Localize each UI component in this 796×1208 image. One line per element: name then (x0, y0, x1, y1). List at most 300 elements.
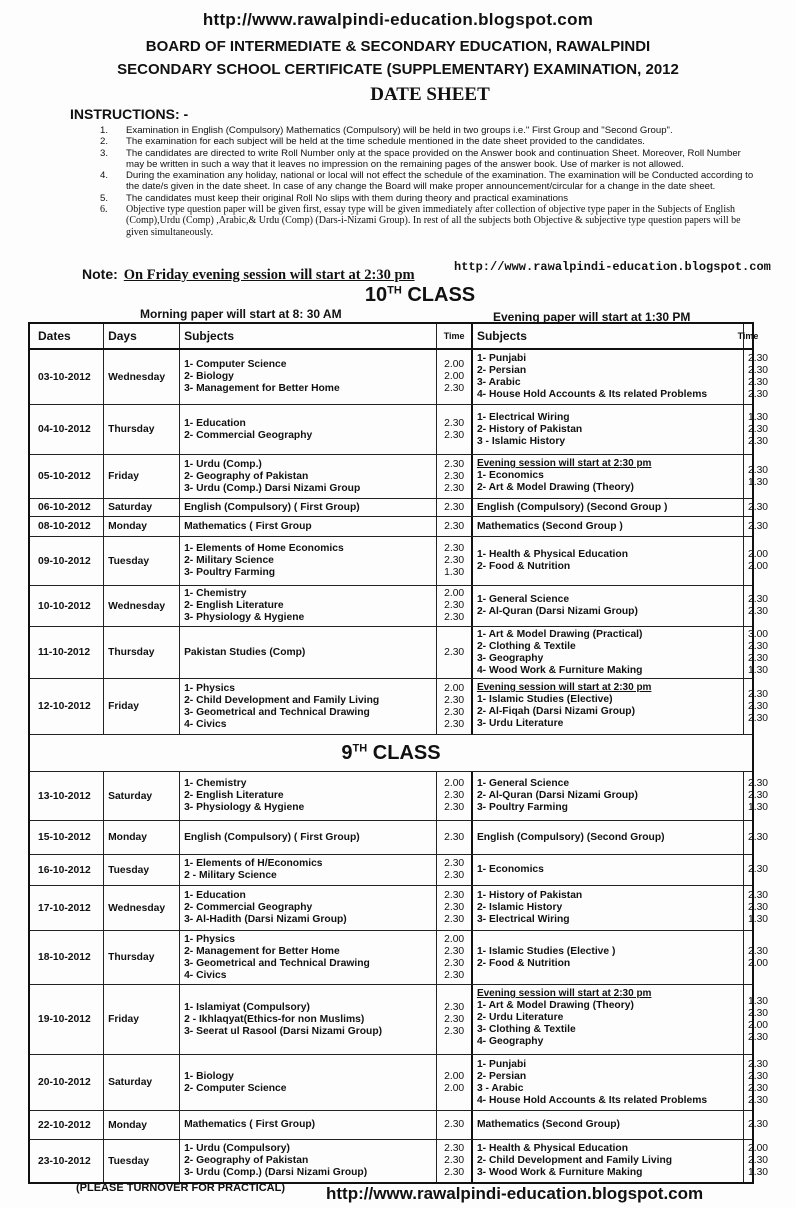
evening-subject: 1- General Science (476, 778, 570, 789)
morning-time: 2.00 (444, 778, 465, 789)
date-cell: 17-10-2012 (30, 886, 104, 930)
instruction-text: The candidates are directed to write Roll Number only at the space provided on the Answer book and continuation Sheet. Moreover, Roll Number may be written in such a way that it leaves no impression on the remaining pages of the answer book. Use of marker is not allowed. (126, 147, 741, 170)
evening-session-note: Evening session will start at 2:30 pm (476, 458, 652, 469)
morning-time: 2.30 (444, 957, 465, 969)
morning-subject: 2- Management for Better Home (184, 945, 340, 957)
morning-subjects-cell (180, 1055, 437, 1110)
instruction-item (100, 170, 755, 193)
instructions-title: INSTRUCTIONS: - (70, 106, 189, 122)
evening-time-cell: 2.30 (747, 501, 769, 513)
evening-subject: 2- Persian (476, 1070, 527, 1082)
instruction-number: 6. (100, 204, 108, 216)
evening-subject: 2- History of Pakistan (476, 423, 583, 435)
date-cell: 03-10-2012 (30, 350, 104, 404)
table-row (30, 455, 769, 499)
day-cell: Wednesday (104, 350, 180, 404)
evening-time-cell: 2.30 (747, 520, 769, 532)
evening-subject: 1- General Science (476, 594, 570, 605)
evening-subject: 2- Al-Quran (Darsi Nizami Group) (476, 606, 638, 617)
evening-subject: 1- Economics (476, 470, 544, 481)
evening-time-cell: 2.30 2.00 (747, 945, 769, 969)
morning-time: 2.00 (444, 933, 465, 945)
morning-subjects-cell (180, 517, 437, 536)
morning-time-cell (437, 405, 473, 454)
site-url-header: http://www.rawalpindi-education.blogspot.com (202, 10, 594, 29)
exam-title: SECONDARY SCHOOL CERTIFICATE (SUPPLEMENTARY) EXAMINATION, 2012 (117, 61, 679, 78)
morning-time: 2.30 (444, 612, 465, 623)
morning-time: 2.30 (444, 429, 465, 441)
date-cell: 06-10-2012 (30, 499, 104, 516)
morning-subject: 2- English Literature (184, 790, 284, 801)
morning-time: 2.30 (444, 945, 465, 957)
instruction-item (100, 125, 755, 136)
day-cell: Thursday (104, 405, 180, 454)
morning-subject: 3- Al-Hadith (Darsi Nizami Group) (184, 914, 347, 925)
evening-subject: 1- Art & Model Drawing (Theory) (476, 1000, 634, 1011)
date-cell: 22-10-2012 (30, 1111, 104, 1139)
date-sheet-table (28, 322, 769, 1184)
morning-time: 2.30 (444, 902, 465, 913)
morning-subjects-cell (180, 985, 437, 1054)
day-cell: Monday (104, 1111, 180, 1139)
class-10-heading: 10TH CLASS (364, 284, 476, 306)
evening-subjects-cell (473, 499, 744, 516)
evening-subject: 3 - Arabic (476, 1082, 524, 1094)
morning-time: 2.30 (444, 520, 465, 532)
table-row (30, 499, 769, 517)
evening-subject: 4- House Hold Accounts & Its related Problems (476, 1094, 708, 1106)
instruction-item (100, 148, 755, 171)
morning-subject: 1- Chemistry (184, 778, 247, 789)
morning-subject: 2- Military Science (184, 555, 274, 566)
morning-time-cell (437, 1055, 473, 1110)
morning-subjects-cell (180, 627, 437, 678)
evening-subjects-cell (473, 1055, 744, 1110)
morning-time: 2.30 (444, 1001, 465, 1013)
morning-time: 2.30 (444, 1119, 465, 1130)
evening-subject: 1- Health & Physical Education (476, 1143, 628, 1154)
morning-subject: 2- Biology (184, 371, 234, 382)
morning-time-cell (437, 886, 473, 930)
evening-subjects-cell (473, 855, 744, 885)
morning-subject: 2- Geography of Pakistan (184, 1155, 309, 1166)
morning-time: 2.00 (444, 1070, 465, 1082)
evening-subject: 1- Art & Model Drawing (Practical) (476, 628, 643, 640)
morning-subject: 1- Elements of Home Economics (184, 543, 344, 554)
morning-subjects-cell (180, 537, 437, 585)
morning-time: 2.00 (444, 588, 465, 599)
evening-time-cell: 1.30 2.30 2.30 (747, 411, 769, 447)
morning-subject: English (Compulsory) ( First Group) (184, 501, 360, 513)
evening-subject: 2- Food & Nutrition (476, 957, 571, 969)
evening-subject: 3- Poultry Farming (476, 802, 568, 813)
morning-time: 2.30 (444, 646, 465, 658)
evening-time-cell: 2.00 2.30 1.30 (747, 1143, 769, 1178)
instruction-number: 1. (100, 125, 109, 136)
morning-time: 2.30 (444, 458, 465, 470)
instructions-list (100, 125, 755, 238)
day-cell: Thursday (104, 627, 180, 678)
morning-time-cell (437, 1111, 473, 1139)
table-row (30, 350, 769, 405)
table-row (30, 886, 769, 931)
evening-time-cell: 2.00 2.00 (747, 549, 769, 572)
instruction-number: 3. (100, 147, 109, 159)
evening-subject: 1- Islamic Studies (Elective ) (476, 945, 616, 957)
date-cell: 19-10-2012 (30, 985, 104, 1054)
evening-subject: 2- Persian (476, 365, 527, 376)
morning-time: 2.30 (444, 1155, 465, 1166)
morning-subject: 3- Physiology & Hygiene (184, 802, 305, 813)
class-10-rows (30, 350, 769, 734)
morning-note: Morning paper will start at 8: 30 AM (140, 307, 342, 321)
evening-subject: 2- Child Development and Family Living (476, 1155, 673, 1166)
morning-time: 2.30 (444, 383, 465, 394)
table-row (30, 1055, 769, 1111)
morning-time-cell (437, 455, 473, 498)
morning-subjects-cell (180, 821, 437, 854)
morning-time: 2.30 (444, 718, 465, 730)
note-text: On Friday evening session will start at 2:30 pm (123, 267, 415, 283)
morning-subjects-cell (180, 772, 437, 820)
morning-time-cell (437, 821, 473, 854)
evening-subject: 1- Health & Physical Education (476, 549, 628, 560)
table-row (30, 517, 769, 537)
morning-subject: 3- Poultry Farming (184, 567, 276, 578)
date-cell: 18-10-2012 (30, 931, 104, 984)
morning-subjects-cell (180, 1111, 437, 1139)
morning-subjects-cell (180, 931, 437, 984)
site-url-mid: http://www.rawalpindi-education.blogspot.com (454, 260, 771, 274)
morning-subject: 1- Urdu (Compulsory) (184, 1143, 290, 1154)
morning-time-cell (437, 586, 473, 626)
morning-time: 2.00 (444, 359, 465, 370)
evening-time-cell: 1.30 2.30 2.00 2.30 (747, 995, 769, 1043)
morning-time-cell (437, 931, 473, 984)
day-cell: Friday (104, 985, 180, 1054)
evening-subject: 4- House Hold Accounts & Its related Problems (476, 389, 708, 400)
morning-subjects-cell (180, 1140, 437, 1182)
table-row (30, 537, 769, 586)
evening-subjects-cell (473, 931, 744, 984)
morning-subject: 1- Urdu (Comp.) (184, 458, 262, 470)
day-cell: Tuesday (104, 855, 180, 885)
evening-subjects-cell (473, 679, 744, 734)
morning-subjects-cell (180, 586, 437, 626)
date-cell: 12-10-2012 (30, 679, 104, 734)
morning-time: 2.30 (444, 1025, 465, 1037)
date-cell: 10-10-2012 (30, 586, 104, 626)
note (82, 266, 415, 284)
day-cell: Tuesday (104, 537, 180, 585)
table-row (30, 586, 769, 627)
table-row (30, 772, 769, 821)
morning-time-cell (437, 985, 473, 1054)
header-dates: Dates (30, 324, 104, 348)
table-row (30, 931, 769, 985)
morning-subject: 2 - Ikhlaqyat(Ethics-for non Muslims) (184, 1013, 365, 1025)
instruction-text: Objective type question paper will be given first, essay type will be given immediately after collection of objective type paper in the Subjects of English (Comp),Urdu (Comp) ,Arabic,& Urdu (Comp) (Dars-i-Nizami Group). In rest of all the subjects both Objective & subjective type question papers will be given simultaneously. (126, 204, 741, 238)
day-cell: Friday (104, 455, 180, 498)
header-morning-subjects: Subjects (180, 324, 437, 348)
evening-time-cell: 2.30 2.30 (747, 594, 769, 617)
morning-time: 2.30 (444, 831, 465, 843)
evening-session-note: Evening session will start at 2:30 pm (476, 988, 652, 999)
morning-time-cell (437, 1140, 473, 1182)
evening-subject: 3- Arabic (476, 377, 521, 388)
evening-subjects-cell (473, 1111, 744, 1139)
day-cell: Wednesday (104, 886, 180, 930)
instruction-number: 2. (100, 136, 109, 148)
date-cell: 11-10-2012 (30, 627, 104, 678)
morning-time-cell (437, 499, 473, 516)
evening-subjects-cell (473, 821, 744, 854)
morning-time: 2.30 (444, 802, 465, 813)
morning-subject: 3- Urdu (Comp.) Darsi Nizami Group (184, 482, 361, 494)
table-row (30, 821, 769, 855)
day-cell: Friday (104, 679, 180, 734)
evening-time-cell: 2.30 2.30 2.30 2.30 (747, 353, 769, 400)
morning-time: 2.30 (444, 790, 465, 801)
evening-subjects-cell (473, 537, 744, 585)
morning-subject: 1- Physics (184, 933, 236, 945)
date-cell: 09-10-2012 (30, 537, 104, 585)
instruction-number: 5. (100, 192, 109, 204)
date-cell: 04-10-2012 (30, 405, 104, 454)
instruction-number: 4. (100, 170, 109, 182)
morning-subject: 2- English Literature (184, 600, 284, 611)
evening-time-cell: 2.30 (747, 1119, 769, 1130)
morning-subjects-cell (180, 455, 437, 498)
morning-subjects-cell (180, 855, 437, 885)
morning-subject: 2- Commercial Geography (184, 902, 313, 913)
evening-subjects-cell (473, 1140, 744, 1182)
table-row (30, 1111, 769, 1140)
morning-subject: English (Compulsory) ( First Group) (184, 831, 360, 843)
evening-time-cell: 2.30 1.30 (747, 464, 769, 488)
evening-subjects-cell (473, 985, 744, 1054)
table-header (30, 324, 759, 350)
day-cell: Wednesday (104, 586, 180, 626)
evening-time-cell: 2.30 (747, 864, 769, 875)
evening-subject: 4- Wood Work & Furniture Making (476, 664, 643, 676)
header-evening-time: Time (737, 331, 759, 341)
evening-subjects-cell (473, 517, 744, 536)
date-cell: 13-10-2012 (30, 772, 104, 820)
evening-subjects-cell (473, 886, 744, 930)
instruction-item (100, 204, 755, 238)
table-row (30, 679, 769, 734)
day-cell: Saturday (104, 499, 180, 516)
morning-time: 2.30 (444, 1013, 465, 1025)
morning-subject: 1- Computer Science (184, 359, 287, 370)
morning-subjects-cell (180, 679, 437, 734)
evening-subjects-cell (473, 405, 744, 454)
morning-subject: 3- Urdu (Comp.) (Darsi Nizami Group) (184, 1167, 368, 1178)
morning-time: 2.30 (444, 706, 465, 718)
evening-subject: 1- Economics (476, 864, 544, 875)
class-9-separator (30, 734, 752, 772)
morning-subject: 1- Biology (184, 1070, 234, 1082)
table-row (30, 985, 769, 1055)
morning-time: 2.30 (444, 600, 465, 611)
morning-subject: 1- Education (184, 417, 246, 429)
evening-time-cell: 2.30 (747, 831, 769, 843)
table-row (30, 405, 769, 455)
morning-time-cell (437, 350, 473, 404)
morning-subject: Mathematics ( First Group) (184, 1119, 316, 1130)
evening-subject: 2- Al-Quran (Darsi Nizami Group) (476, 790, 638, 801)
morning-time: 2.30 (444, 543, 465, 554)
evening-subject: 2- Art & Model Drawing (Theory) (476, 482, 634, 493)
morning-time: 2.30 (444, 1143, 465, 1154)
evening-subject: 3- Electrical Wiring (476, 914, 570, 925)
instruction-text: Examination in English (Compulsory) Mathematics (Compulsory) will be held in two groups i.e." First Group and "Second Group". (126, 125, 673, 136)
instruction-text: The candidates must keep their original Roll No slips with them during theory and practical examinations (126, 192, 569, 204)
site-url-footer: http://www.rawalpindi-education.blogspot.com (326, 1184, 704, 1203)
morning-subject: Mathematics ( First Group (184, 520, 312, 532)
evening-subject: 1- Islamic Studies (Elective) (476, 694, 613, 705)
date-cell: 16-10-2012 (30, 855, 104, 885)
table-row (30, 627, 769, 679)
morning-subject: 4- Civics (184, 969, 227, 981)
evening-subjects-cell (473, 627, 744, 678)
evening-subject: 1- Punjabi (476, 353, 527, 364)
morning-time: 2.30 (444, 858, 465, 869)
day-cell: Tuesday (104, 1140, 180, 1182)
board-title: BOARD OF INTERMEDIATE & SECONDARY EDUCATION, RAWALPINDI (145, 38, 651, 55)
evening-subject: 1- Punjabi (476, 1058, 527, 1070)
morning-subject: 2- Commercial Geography (184, 429, 313, 441)
morning-subject: 1- Elements of H/Economics (184, 858, 323, 869)
morning-time-cell (437, 517, 473, 536)
day-cell: Thursday (104, 931, 180, 984)
day-cell: Monday (104, 517, 180, 536)
morning-time: 2.30 (444, 890, 465, 901)
evening-subject: 3- Geography (476, 652, 544, 664)
instruction-text: The examination for each subject will be held at the time schedule mentioned in the date sheet provided to the candidates. (126, 136, 645, 148)
evening-subjects-cell (473, 772, 744, 820)
evening-time-cell: 2.30 2.30 1.30 (747, 778, 769, 813)
morning-time-cell (437, 855, 473, 885)
evening-session-note: Evening session will start at 2:30 pm (476, 682, 652, 693)
morning-subjects-cell (180, 405, 437, 454)
table-row (30, 855, 769, 886)
morning-time-cell (437, 537, 473, 585)
class-9-heading: 9TH CLASS (341, 741, 441, 764)
date-cell: 20-10-2012 (30, 1055, 104, 1110)
morning-subject: 3- Geometrical and Technical Drawing (184, 706, 370, 718)
morning-subject: 4- Civics (184, 718, 227, 730)
instruction-text: During the examination any holiday, national or local will not effect the schedule of the examination. The examination will be Conducted according to the date/s given in the date sheet. In case of any change the Board will make proper announcement/circular for a change in the date sheet. (126, 170, 754, 193)
morning-time: 2.00 (444, 1082, 465, 1094)
date-cell: 08-10-2012 (30, 517, 104, 536)
morning-subject: 3- Management for Better Home (184, 383, 340, 394)
evening-time-cell: 3.00 2.30 2.30 1.30 (747, 628, 769, 676)
morning-subject: Pakistan Studies (Comp) (184, 646, 306, 658)
morning-time: 2.30 (444, 870, 465, 881)
morning-time-cell (437, 772, 473, 820)
header-days: Days (104, 324, 180, 348)
evening-subject: 1- History of Pakistan (476, 890, 583, 901)
morning-time: 2.30 (444, 417, 465, 429)
morning-subject: 2- Computer Science (184, 1082, 287, 1094)
evening-time-cell: 2.30 2.30 2.30 2.30 (747, 1058, 769, 1106)
morning-subjects-cell (180, 499, 437, 516)
evening-subject: Mathematics (Second Group ) (476, 520, 623, 532)
morning-subjects-cell (180, 350, 437, 404)
morning-subject: 2- Geography of Pakistan (184, 470, 309, 482)
evening-subject: 4- Geography (476, 1036, 544, 1047)
day-cell: Saturday (104, 1055, 180, 1110)
morning-time-cell (437, 627, 473, 678)
morning-time: 1.30 (444, 567, 465, 578)
morning-time: 2.30 (444, 555, 465, 566)
date-cell: 15-10-2012 (30, 821, 104, 854)
day-cell: Saturday (104, 772, 180, 820)
evening-subject: 3- Clothing & Textile (476, 1024, 576, 1035)
evening-subject: 2- Urdu Literature (476, 1012, 564, 1023)
evening-note: Evening paper will start at 1:30 PM (493, 310, 691, 324)
evening-subject: 2- Clothing & Textile (476, 640, 576, 652)
day-cell: Monday (104, 821, 180, 854)
class-9-rows (30, 772, 769, 1182)
morning-time: 2.00 (444, 371, 465, 382)
morning-subject: 2- Child Development and Family Living (184, 694, 380, 706)
evening-subject: 3- Urdu Literature (476, 718, 564, 729)
evening-time-cell: 2.30 2.30 1.30 (747, 890, 769, 925)
morning-subject: 3- Geometrical and Technical Drawing (184, 957, 370, 969)
morning-time: 2.30 (444, 501, 465, 513)
morning-time: 2.00 (444, 682, 465, 694)
evening-subject: 2- Islamic History (476, 902, 563, 913)
date-cell: 05-10-2012 (30, 455, 104, 498)
morning-time: 2.30 (444, 482, 465, 494)
morning-subject: 1- Physics (184, 682, 236, 694)
morning-subject: 3- Seerat ul Rasool (Darsi Nizami Group) (184, 1025, 383, 1037)
date-cell: 23-10-2012 (30, 1140, 104, 1182)
evening-subject: English (Compulsory) (Second Group) (476, 831, 665, 843)
evening-subject: 3 - Islamic History (476, 435, 566, 447)
header-evening-subjects: Subjects (473, 324, 744, 348)
morning-subject: 1- Islamiyat (Compulsory) (184, 1001, 310, 1013)
morning-time: 2.30 (444, 969, 465, 981)
table-row (30, 1140, 769, 1182)
instruction-item (100, 136, 755, 147)
evening-subjects-cell (473, 455, 744, 498)
evening-subjects-cell (473, 586, 744, 626)
evening-subject: English (Compulsory) (Second Group ) (476, 501, 668, 513)
morning-time: 2.30 (444, 694, 465, 706)
morning-subject: 1- Education (184, 890, 246, 901)
morning-subject: 1- Chemistry (184, 588, 247, 599)
evening-subjects-cell (473, 350, 744, 404)
morning-time-cell (437, 679, 473, 734)
evening-subject: Mathematics (Second Group) (476, 1119, 620, 1130)
evening-subject: 2- Al-Fiqah (Darsi Nizami Group) (476, 706, 636, 717)
instruction-item (100, 193, 755, 204)
morning-time: 2.30 (444, 914, 465, 925)
morning-subjects-cell (180, 886, 437, 930)
footer-note: (PLEASE TURNOVER FOR PRACTICAL) (76, 1182, 285, 1194)
evening-subject: 2- Food & Nutrition (476, 561, 571, 572)
morning-time: 2.30 (444, 470, 465, 482)
evening-time-cell: 2.30 2.30 2.30 (747, 688, 769, 724)
header-morning-time: Time (437, 324, 473, 348)
sheet-title: DATE SHEET (370, 84, 490, 105)
evening-subject: 3- Wood Work & Furniture Making (476, 1167, 643, 1178)
morning-time: 2.30 (444, 1167, 465, 1178)
